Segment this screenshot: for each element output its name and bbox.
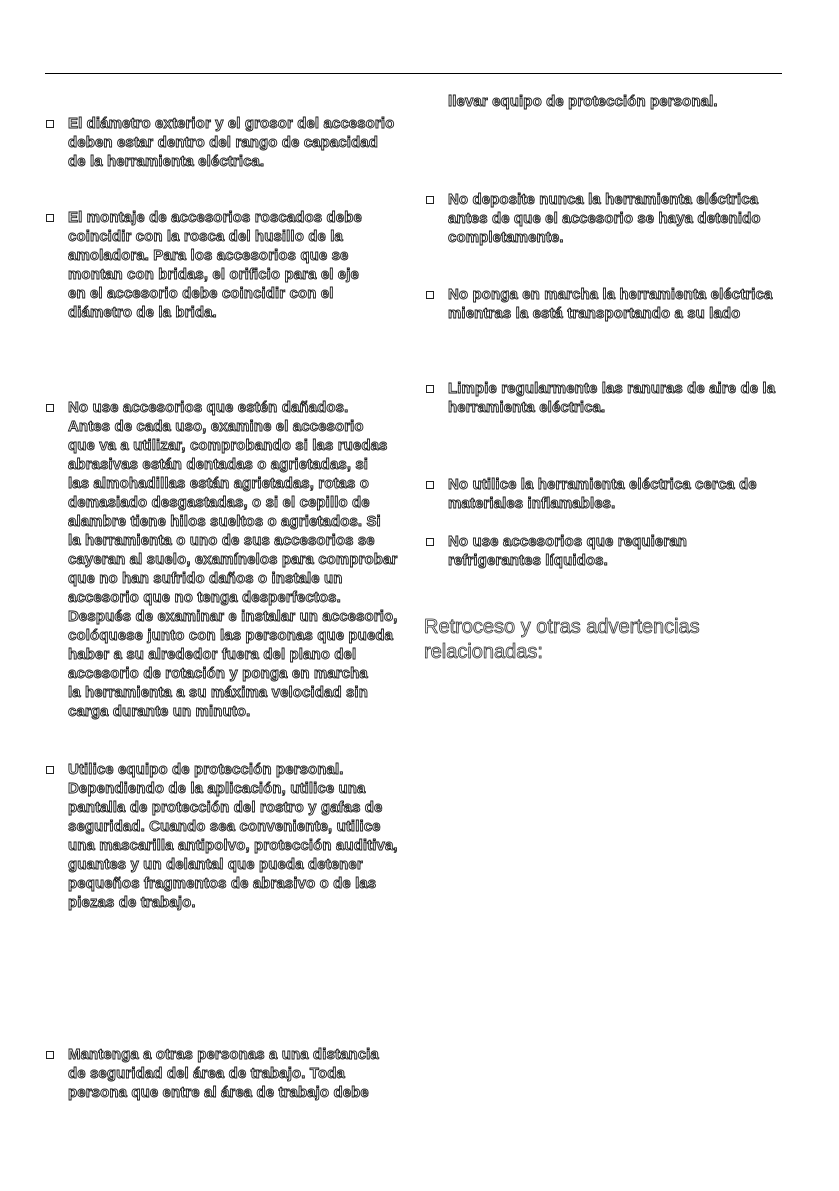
text-line: El diámetro exterior y el grosor del accesorio xyxy=(68,115,395,132)
text-line: la herramienta o uno de sus accesorios se xyxy=(68,532,375,549)
text-line: guantes y un delantal que pueda detener xyxy=(68,856,363,873)
checkbox-bullet-icon xyxy=(426,196,434,204)
text-line: Limpie regularmente las ranuras de aire de la xyxy=(448,380,776,397)
text-line: deben estar dentro del rango de capacidad xyxy=(68,134,379,151)
heading-line: Retroceso y otras advertencias xyxy=(424,616,700,638)
text-line: No utilice la herramienta eléctrica cerca de xyxy=(448,476,757,493)
text-line: materiales inflamables. xyxy=(448,495,616,512)
warning-liquid-coolants xyxy=(448,532,687,570)
checkbox-bullet-icon xyxy=(46,120,54,128)
header-rule xyxy=(45,73,782,74)
text-line: Mantenga a otras personas a una distancia xyxy=(68,1046,379,1063)
text-line: antes de que el accesorio se haya detenido xyxy=(448,210,761,227)
text-line: demasiado desgastadas, o si el cepillo de xyxy=(68,494,370,511)
warning-outer-diameter xyxy=(68,114,394,171)
warning-damaged-accessories xyxy=(68,398,398,721)
warning-clean-air-vents xyxy=(448,379,775,417)
text-line: pantalla de protección del rostro y gafas de xyxy=(68,799,383,816)
text-line: amoladora. Para los accesorios que se xyxy=(68,247,349,264)
text-line: la herramienta a su máxima velocidad sin xyxy=(68,684,368,701)
text-line: diámetro de la brida. xyxy=(68,304,217,321)
text-line: refrigerantes líquidos. xyxy=(448,552,608,569)
heading-line: relacionadas: xyxy=(424,641,543,663)
checkbox-bullet-icon xyxy=(426,481,434,489)
text-line: herramienta eléctrica. xyxy=(448,399,606,416)
continuation-protective-equipment xyxy=(448,92,718,111)
text-line: las almohadillas están agrietadas, rotas o xyxy=(68,475,369,492)
text-line: alambre tiene hilos sueltos o agrietados. Si xyxy=(68,513,381,530)
text-line: que no han sufrido daños o instale un xyxy=(68,570,343,587)
warning-protective-equipment xyxy=(68,760,398,912)
text-line: completamente. xyxy=(448,229,564,246)
checkbox-bullet-icon xyxy=(426,291,434,299)
text-line: Dependiendo de la aplicación, utilice una xyxy=(68,780,366,797)
text-line: Utilice equipo de protección personal. xyxy=(68,761,344,778)
checkbox-bullet-icon xyxy=(426,538,434,546)
text-line: una mascarilla antipolvo, protección auditiva, xyxy=(68,837,398,854)
text-line: No ponga en marcha la herramienta eléctrica xyxy=(448,286,773,303)
text-line: pequeños fragmentos de abrasivo o de las xyxy=(68,875,377,892)
text-line: de la herramienta eléctrica. xyxy=(68,153,265,170)
text-line: Después de examinar e instalar un accesorio, xyxy=(68,608,398,625)
warning-bystander-distance xyxy=(68,1045,379,1102)
text-line: No use accesorios que requieran xyxy=(448,533,688,550)
text-line: carga durante un minuto. xyxy=(68,703,251,720)
text-line: accesorio que no tenga desperfectos. xyxy=(68,589,341,606)
section-heading-kickback xyxy=(424,615,700,665)
text-line: colóquese junto con las personas que pueda xyxy=(68,627,394,644)
text-line: haber a su alrededor fuera del plano del xyxy=(68,646,357,663)
checkbox-bullet-icon xyxy=(46,214,54,222)
text-line: coincidir con la rosca del husillo de la xyxy=(68,228,343,245)
checkbox-bullet-icon xyxy=(46,404,54,412)
warning-put-down-tool xyxy=(448,190,761,247)
checkbox-bullet-icon xyxy=(46,1051,54,1059)
text-line: cayeran al suelo, examínelos para comprobar xyxy=(68,551,398,568)
text-line: que va a utilizar, comprobando si las ruedas xyxy=(68,437,388,454)
text-line: No deposite nunca la herramienta eléctrica xyxy=(448,191,759,208)
checkbox-bullet-icon xyxy=(46,766,54,774)
text-line: No use accesorios que estén dañados. xyxy=(68,399,349,416)
text-line: montan con bridas, el orificio para el eje xyxy=(68,266,359,283)
text-line: en el accesorio debe coincidir con el xyxy=(68,285,334,302)
text-line: abrasivas están dentadas o agrietadas, si xyxy=(68,456,369,473)
text-line: seguridad. Cuando sea conveniente, utilice xyxy=(68,818,381,835)
text-line: de seguridad del área de trabajo. Toda xyxy=(68,1065,345,1082)
text-line: accesorio de rotación y ponga en marcha xyxy=(68,665,368,682)
text-line: El montaje de accesorios roscados debe xyxy=(68,209,362,226)
warning-flammable-materials xyxy=(448,475,757,513)
text-line: persona que entre al área de trabajo debe xyxy=(68,1084,369,1101)
text-line: mientras la está transportando a su lado xyxy=(448,305,741,322)
warning-threaded-mounting xyxy=(68,208,362,322)
text-line: Antes de cada uso, examine el accesorio xyxy=(68,418,364,435)
text-line: llevar equipo de protección personal. xyxy=(448,93,718,110)
checkbox-bullet-icon xyxy=(426,385,434,393)
warning-carrying-tool xyxy=(448,285,772,323)
text-line: piezas de trabajo. xyxy=(68,894,196,911)
